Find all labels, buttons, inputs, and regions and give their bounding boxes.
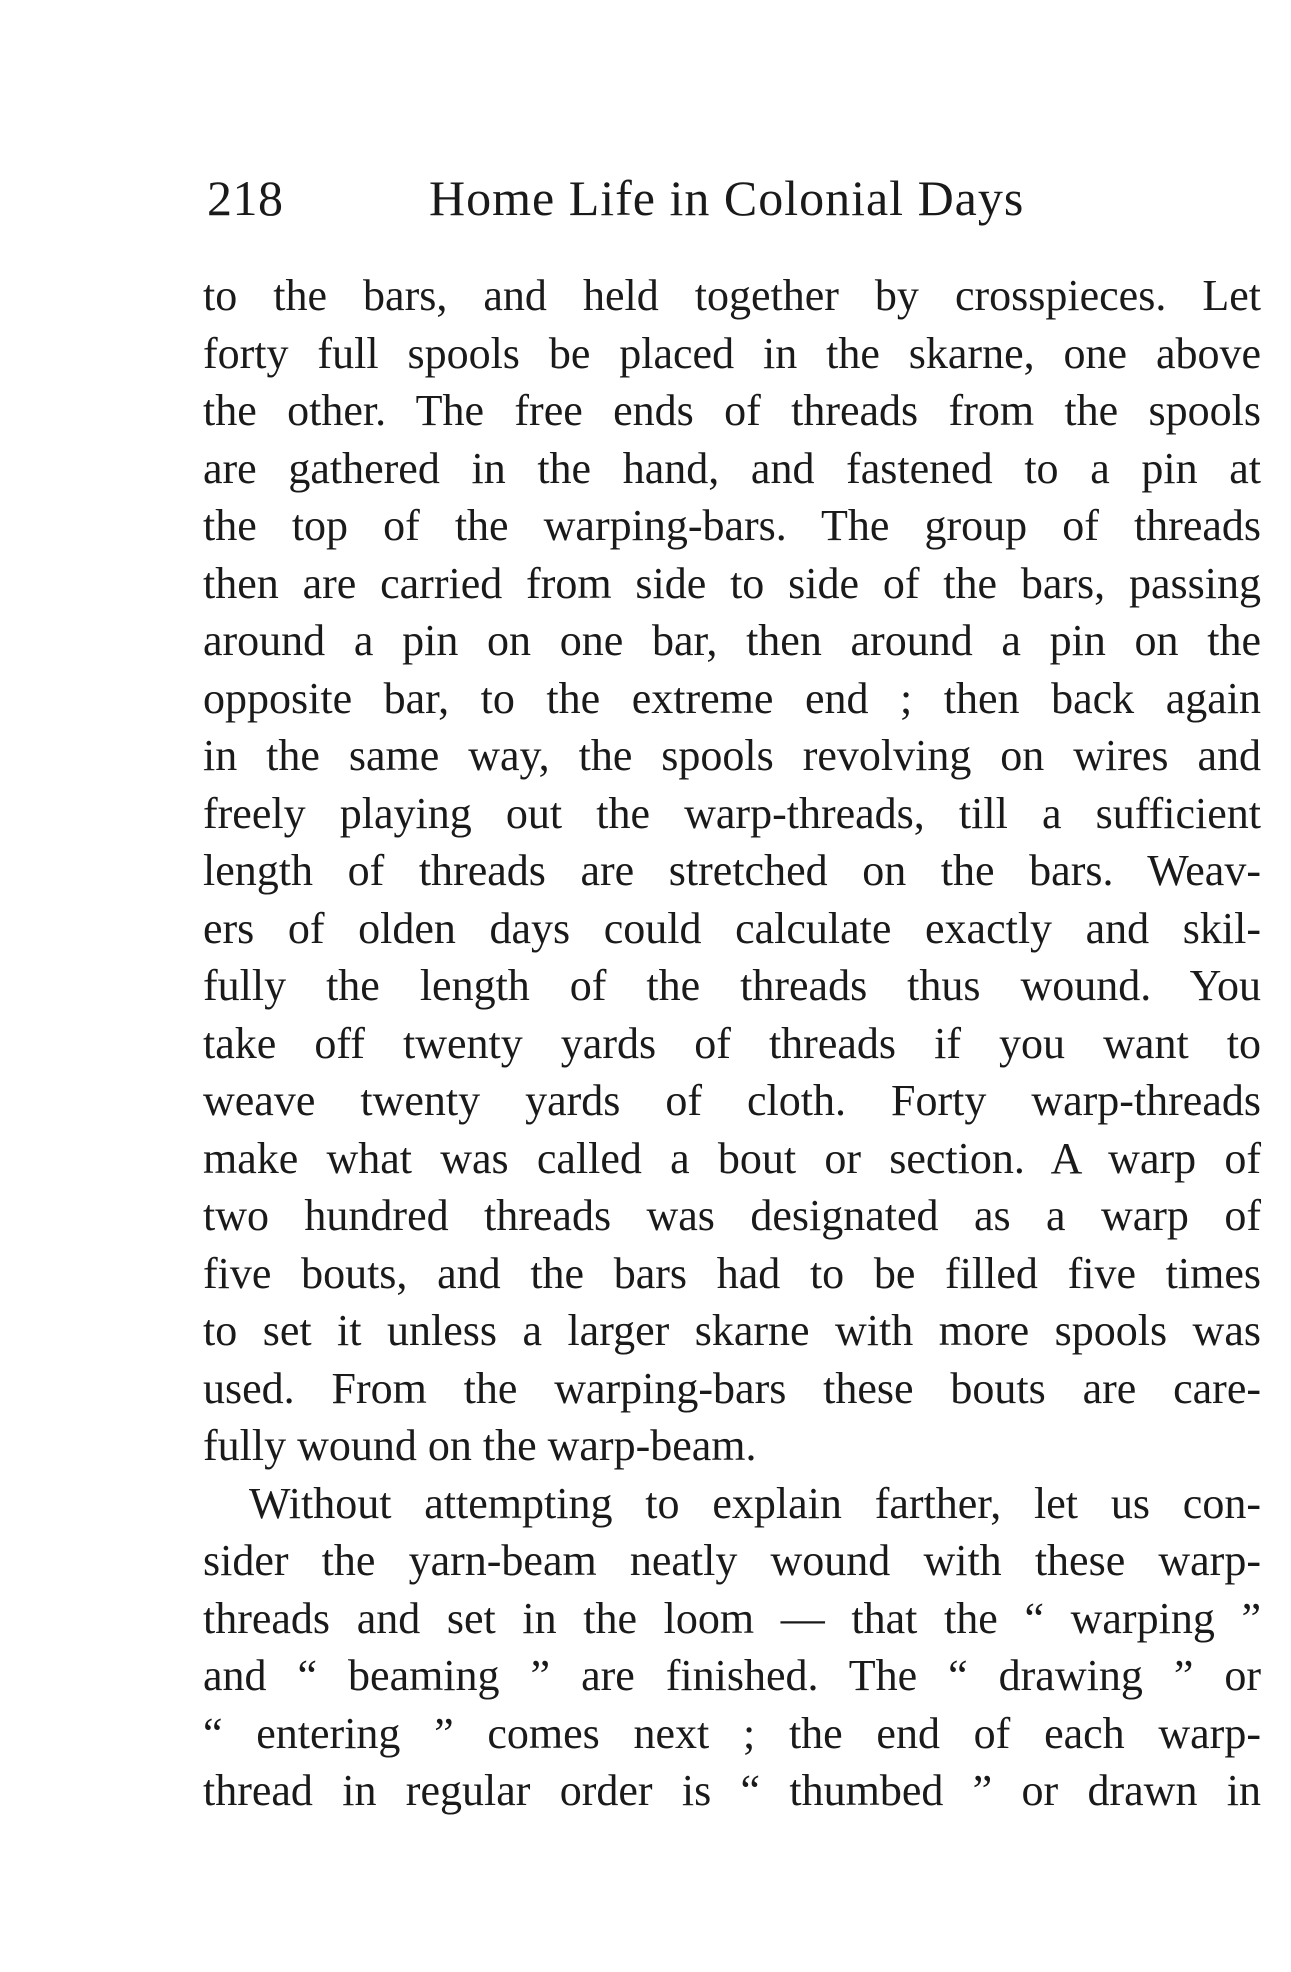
- text-line: around a pin on one bar, then around a pin on the: [203, 616, 1261, 665]
- text-line: fully the length of the threads thus wound. You: [203, 961, 1261, 1010]
- paragraph-2: [203, 1475, 1261, 1820]
- text-line: take off twenty yards of threads if you want to: [203, 1018, 1261, 1068]
- paragraph-1: [203, 267, 1261, 1475]
- text-line: then are carried from side to side of the bars, passing: [203, 558, 1261, 608]
- text-line: Without attempting to explain farther, let us con-: [249, 1478, 1261, 1528]
- text-line: fully wound on the warp-beam.: [203, 1421, 757, 1470]
- text-line: used. From the warping-bars these bouts are care-: [203, 1363, 1261, 1413]
- text-line: in the same way, the spools revolving on wires and: [203, 731, 1261, 780]
- text-line: threads and set in the loom — that the “ warping ”: [203, 1593, 1261, 1643]
- text-line: “ entering ” comes next ; the end of each warp-: [203, 1708, 1261, 1758]
- text-line: ers of olden days could calculate exactly and skil-: [203, 903, 1261, 953]
- text-line: the top of the warping-bars. The group of threads: [203, 501, 1261, 550]
- text-line: two hundred threads was designated as a warp of: [203, 1191, 1261, 1240]
- text-line: forty full spools be placed in the skarne, one above: [203, 328, 1261, 378]
- text-line: five bouts, and the bars had to be filled five times: [203, 1248, 1261, 1298]
- text-line: sider the yarn-beam neatly wound with these warp-: [203, 1536, 1261, 1585]
- running-head: [207, 168, 1057, 228]
- text-line: thread in regular order is “ thumbed ” or drawn in: [203, 1766, 1261, 1815]
- text-line: and “ beaming ” are finished. The “ drawing ” or: [203, 1651, 1261, 1700]
- book-title: Home Life in Colonial Days: [429, 170, 1025, 226]
- text-line: to set it unless a larger skarne with more spools was: [203, 1306, 1261, 1355]
- text-line: to the bars, and held together by crosspieces. Let: [203, 271, 1261, 320]
- body-text: [203, 267, 1261, 1820]
- text-line: make what was called a bout or section. A warp of: [203, 1133, 1261, 1183]
- page-number: 218: [207, 170, 284, 226]
- text-line: weave twenty yards of cloth. Forty warp-threads: [203, 1076, 1261, 1125]
- text-line: length of threads are stretched on the bars. Weav-: [203, 846, 1261, 895]
- text-line: freely playing out the warp-threads, till a sufficient: [203, 788, 1261, 838]
- text-line: opposite bar, to the extreme end ; then back again: [203, 673, 1261, 723]
- text-line: the other. The free ends of threads from the spools: [203, 386, 1261, 435]
- text-line: are gathered in the hand, and fastened to a pin at: [203, 443, 1261, 493]
